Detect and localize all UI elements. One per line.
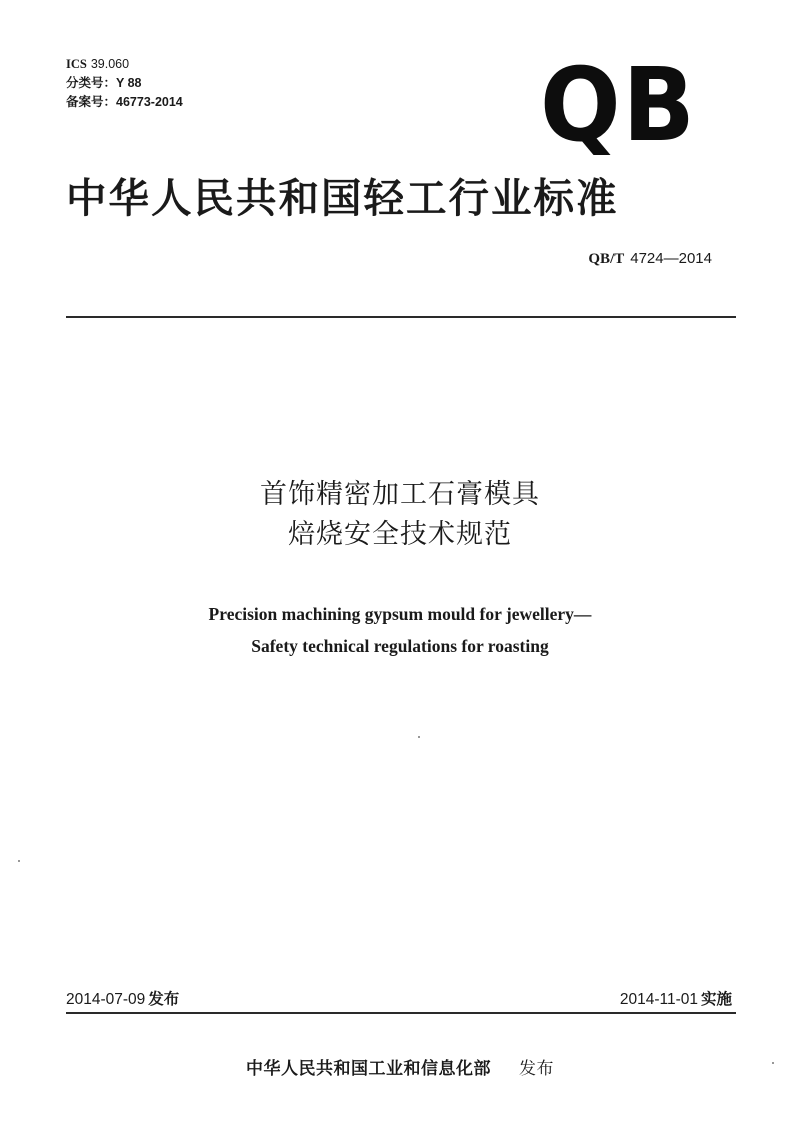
chinese-title-line-2: 焙烧安全技术规范 — [288, 519, 512, 550]
footer-divider — [66, 1012, 736, 1014]
classification-value: Y 88 — [116, 76, 142, 90]
publisher — [0, 1054, 800, 1079]
standard-code-number: 4724—2014 — [630, 250, 712, 267]
issue-date-label: 发布 — [148, 991, 180, 1008]
standard-metadata — [66, 55, 183, 112]
implementation-date-value: 2014-11-01 — [619, 991, 698, 1008]
classification-row — [66, 74, 183, 93]
ics-row — [66, 55, 183, 74]
publisher-name: 中华人民共和国工业和信息化部 — [246, 1059, 491, 1079]
classification-label: 分类号： — [66, 76, 117, 90]
english-title-line-1: Precision machining gypsum mould for jewellery— — [208, 604, 592, 624]
scan-speck — [418, 736, 420, 738]
chinese-title-line-1: 首饰精密加工石膏模具 — [260, 479, 540, 510]
header-divider — [66, 316, 736, 318]
issue-date — [66, 987, 179, 1009]
english-title-line-2: Safety technical regulations for roasting — [251, 636, 549, 656]
ics-value: 39.060 — [90, 57, 130, 71]
implementation-date — [620, 987, 732, 1009]
chinese-title — [0, 475, 800, 555]
publisher-label: 发布 — [519, 1059, 554, 1079]
standard-code — [588, 250, 712, 268]
standard-category-title: 中华人民共和国轻工行业标准 — [66, 174, 619, 222]
record-label: 备案号： — [66, 95, 117, 109]
record-row — [66, 93, 183, 112]
english-title — [0, 598, 800, 662]
standard-code-prefix: QB/T — [588, 251, 625, 267]
implementation-date-label: 实施 — [700, 991, 732, 1008]
ics-label: ICS — [66, 57, 87, 71]
record-value: 46773-2014 — [116, 95, 183, 109]
qb-logo: QB — [540, 46, 697, 165]
scan-speck — [18, 860, 20, 862]
issue-date-value: 2014-07-09 — [66, 991, 146, 1008]
